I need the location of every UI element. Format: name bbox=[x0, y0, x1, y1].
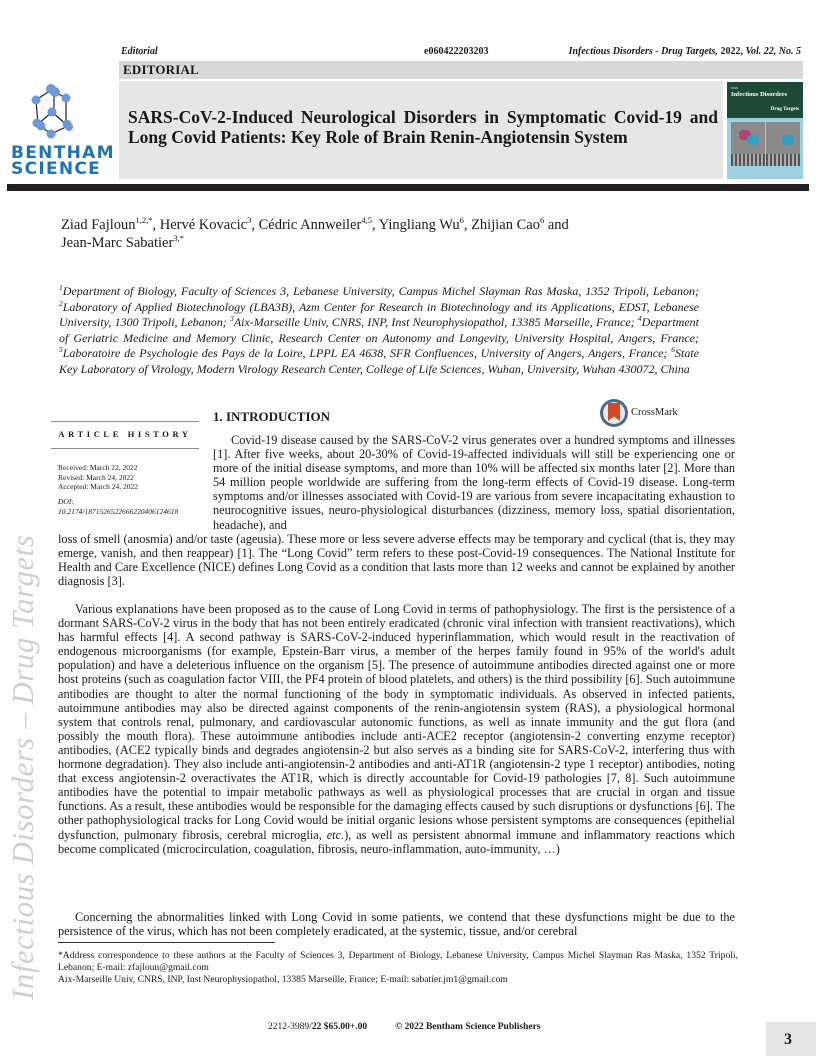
doi-block bbox=[58, 497, 178, 516]
crossmark-icon bbox=[600, 399, 628, 427]
doi-label: DOI: bbox=[58, 497, 74, 506]
section-label: Editorial bbox=[121, 46, 158, 57]
affiliations: $^1$Department of Biology, Faculty of Sciences 3, Lebanese University, Campus Michel Slayman Ras Maska, 1352 Tripoli, Lebanon; $^2$Laboratory of Applied Biotechnology (LBA3B), Azm Center for Research in Biotechnology and its Applications, EDST, Lebanese University, 1300 Tripoli, Lebanon; $^3$Aix-Marseille Univ, CNRS, INP, Inst Neurophysiopathol, 13385 Marseille, France; $^4$Department of Geriatric Medicine and Memory Clinic, Research Center on Autonomy and Longevity, University Hospital, Angers, France; $^5$Laboratoire de Psychologie des Pays de la Loire, LPPL EA 4638, SFR Confluences, University of Angers, Angers, France; $^6$State Key Laboratory of Virology, Modern Virology Research Center, College of Life Sciences, Wuhan, University, Wuhan 430072, China bbox=[59, 283, 699, 376]
footnote-line: *Address correspondence to these authors at the Faculty of Sciences 3, Department of Biology, Lebanese University, Campus Michel Slayman Ras Maska, 1352 Tripoli, Lebanon; E-mail: zfajloun@gmail.com bbox=[58, 950, 738, 973]
cover-subtitle: Drug Targets bbox=[770, 107, 799, 112]
affiliation: Department of Biology, Faculty of Sciences 3, Lebanese University, Campus Michel Slayman Ras Maska, 1352 Tripoli, Lebanon; bbox=[62, 284, 699, 298]
page-footer bbox=[268, 1022, 541, 1032]
journal-cover-thumbnail bbox=[727, 82, 803, 179]
cover-title: Infectious Disorders bbox=[731, 91, 788, 98]
doi-link[interactable]: 10.2174/1871526522666220406124618 bbox=[58, 506, 179, 516]
author: Hervé Kovacic$^3$, bbox=[159, 215, 259, 233]
publisher-name-line2: SCIENCE bbox=[11, 159, 102, 179]
header-divider bbox=[7, 184, 809, 191]
section-heading: 1. INTRODUCTION bbox=[213, 409, 331, 424]
cover-small-label: ISSN bbox=[731, 86, 739, 90]
journal-name: Infectious Disorders - Drug Targets, bbox=[568, 46, 718, 57]
affiliation: Laboratoire de Psychologie des Pays de la Loire, LPPL EA 4638, SFR Confluences, University of Angers, Angers, France; bbox=[62, 346, 672, 360]
section-bar bbox=[119, 61, 803, 79]
affiliation: Laboratory of Applied Biotechnology (LBA3B), Azm Center for Research in Biotechnology and its Applications, EDST, Lebanese University, 1300 Tripoli, Lebanon; bbox=[59, 299, 699, 329]
footnote-divider bbox=[58, 942, 275, 943]
journal-year: 2022, bbox=[717, 46, 746, 57]
author: Zhijian Cao$^6$ and bbox=[471, 215, 569, 233]
affiliation: Department of Geriatric Medicine and Memory Clinic, Research Center on Autonomy and Longevity, University Hospital, Angers, France; bbox=[59, 315, 699, 345]
revised-date: Revised: March 24, 2022 bbox=[58, 472, 134, 482]
article-title: SARS-CoV-2-Induced Neurological Disorders in Symptomatic Covid-19 and Long Covid Patients: Key Role of Brain Renin-Angiotensin System bbox=[128, 107, 718, 147]
journal-citation bbox=[569, 46, 801, 57]
issn: 2212-3989/ bbox=[268, 1022, 312, 1032]
author: Cédric Annweiler$^{4,5}$, bbox=[258, 215, 379, 233]
paragraph-pathophysiology: Various explanations have been proposed as to the cause of Long Covid in terms of pathophysiology. The first is the persistence of a dormant SARS-CoV-2 virus in the body that has not been entirely eradicated (chronic viral infection with transient reactivations), which has harmful effects [4]. A second pathway is SARS-CoV-2-induced hyperinflammation, which would result in the reactivation of endogenous microorganisms (for example, Epstein-Barr virus, a member of the herpes family found in 95% of the world's adult population) and have a deleterious influence on the organism [5]. The presence of autoimmune antibodies directed against one or more host proteins (such as coagulation factor VIII, the PF4 protein of blood platelets, and others) is the third possibility [6]. Such autoimmune antibodies are thought to alter the normal functioning of the body in symptomatic individuals. As observed in infected patients, autoimmune antibodies may also be directed against components of the renin-angiotensin system (RAS), a physiological hormonal system that controls renal, pulmonary, and cardiovascular autonomic functions, as well as innate immunity and the gut flora (and possibly the mouth flora). These autoimmune antibodies include anti-ACE2 receptor (angiotensin-2 converting enzyme receptor) antibodies, (ACE2 typically binds and degrades angiotensin-2 but also serves as a binding site for SARS-CoV-2, interfering thus with hormone degradation). They also include anti-angiotensin-2 antibodies and anti-AT1R (angiotensin-2 type 1 receptor) antibodies, noting that excess angiotensin-2 overactivates the AT1R, which is directly accountable for Covid-19 pathologies [7, 8]. Such autoimmune antibodies have the potential to impair metabolic pathways as well as physiological processes that are crucial in organ and tissue functions. As a result, these antibodies would be responsible for the damaging effects caused by such disruptions or dysfunctions [6]. The other pathophysiological tracks for Long Covid would be initial organic lesions whose persistent symptoms are consequences (epithelial dysfunction, pulmonary fibrosis, cerebral microglia, etc.), as well as persistent abnormal immune and inflammatory reactions which become complicated (microcirculation, coagulation, fibrosis, neuro-inflammation, auto-immunity, …) bbox=[58, 602, 735, 856]
footnote-line: Aix-Marseille Univ, CNRS, INP, Inst Neurophysiopathol, 13385 Marseille, France; E-mail: sabatier.jm1@gmail.com bbox=[58, 974, 508, 985]
copyright: © 2022 Bentham Science Publishers bbox=[395, 1022, 541, 1032]
correspondence-footnote bbox=[58, 950, 738, 986]
paragraph-persistence: Concerning the abnormalities linked with Long Covid in some patients, we contend that these dysfunctions might be due to the persistence of the virus, which has not been completely eradicated, at the systemic, tissue, and/or cerebral bbox=[58, 910, 735, 939]
crossmark-badge[interactable] bbox=[600, 399, 690, 429]
journal-volume: Vol. 22, No. 5 bbox=[745, 46, 801, 57]
running-header bbox=[121, 46, 801, 60]
author: Ziad Fajloun$^{1,2,*}$, bbox=[61, 215, 160, 233]
history-top-rule bbox=[51, 421, 199, 422]
author: Jean-Marc Sabatier$^{3,*}$ bbox=[61, 233, 184, 251]
cover-header bbox=[727, 82, 803, 118]
page-number: 3 bbox=[784, 1031, 792, 1048]
received-date: Received: March 22, 2022 bbox=[58, 463, 138, 472]
title-box bbox=[119, 81, 723, 179]
affiliation: State Key Laboratory of Virology, Modern Virology Research Center, College of Life Sciences, Wuhan, University, Wuhan 430072, China bbox=[59, 346, 699, 376]
history-bottom-rule bbox=[51, 448, 199, 449]
crossmark-label: CrossMark bbox=[631, 407, 678, 418]
cover-image-right bbox=[766, 122, 800, 166]
paragraph-intro-bottom: loss of smell (anosmia) and/or taste (ageusia). These more or less severe adverse effects may be temporary and cyclical (that is, they may emerge, vanish, and then reappear) [1]. The “Long Covid” term refers to these post-Covid-19 consequences. The National Institute for Health and Care Excellence (NICE) defines Long Covid as a condition that lasts more than 12 weeks and cannot be explained by another diagnosis [3]. bbox=[58, 532, 735, 589]
publisher-wordmark bbox=[11, 145, 119, 177]
author: Yingliang Wu$^6$, bbox=[378, 215, 472, 233]
cover-image-left bbox=[731, 122, 765, 166]
publisher-name-line1: BENTHAM bbox=[11, 143, 115, 163]
author-list bbox=[61, 216, 701, 252]
publisher-logo bbox=[8, 82, 116, 180]
article-history-dates bbox=[58, 463, 138, 492]
price: 22 $65.00+.00 bbox=[311, 1022, 368, 1032]
article-history-heading: ARTICLE HISTORY bbox=[58, 429, 192, 439]
page-number-box bbox=[766, 1022, 816, 1056]
section-bar-label: EDITORIAL bbox=[123, 62, 199, 77]
side-watermark: Infectious Disorders – Drug Targets bbox=[5, 534, 40, 1000]
paragraph-intro-top: Covid-19 disease caused by the SARS-CoV-2 virus generates over a hundred symptoms and illnesses [1]. After five weeks, about 20-30% of Covid-19-affected individuals will still be experiencing one or more of the initial disease symptoms, and more than 10% will be affected six months later [2]. More than 54 million people worldwide are suffering from the long-term effects of Covid-19 disease. Long-term symptoms and/or illnesses associated with Covid-19 are various from severe incapacitating exhaustion to neurocognitive issues, neuro-physiological disturbances (dizziness, memory loss, spatial disorientation, headache), and bbox=[213, 433, 735, 532]
affiliation: Aix-Marseille Univ, CNRS, INP, Inst Neurophysiopathol, 13385 Marseille, France; bbox=[233, 315, 638, 329]
accepted-date: Accepted: March 24, 2022 bbox=[58, 482, 138, 491]
molecule-cube-icon bbox=[26, 82, 106, 144]
article-id: e060422203203 bbox=[424, 46, 489, 57]
